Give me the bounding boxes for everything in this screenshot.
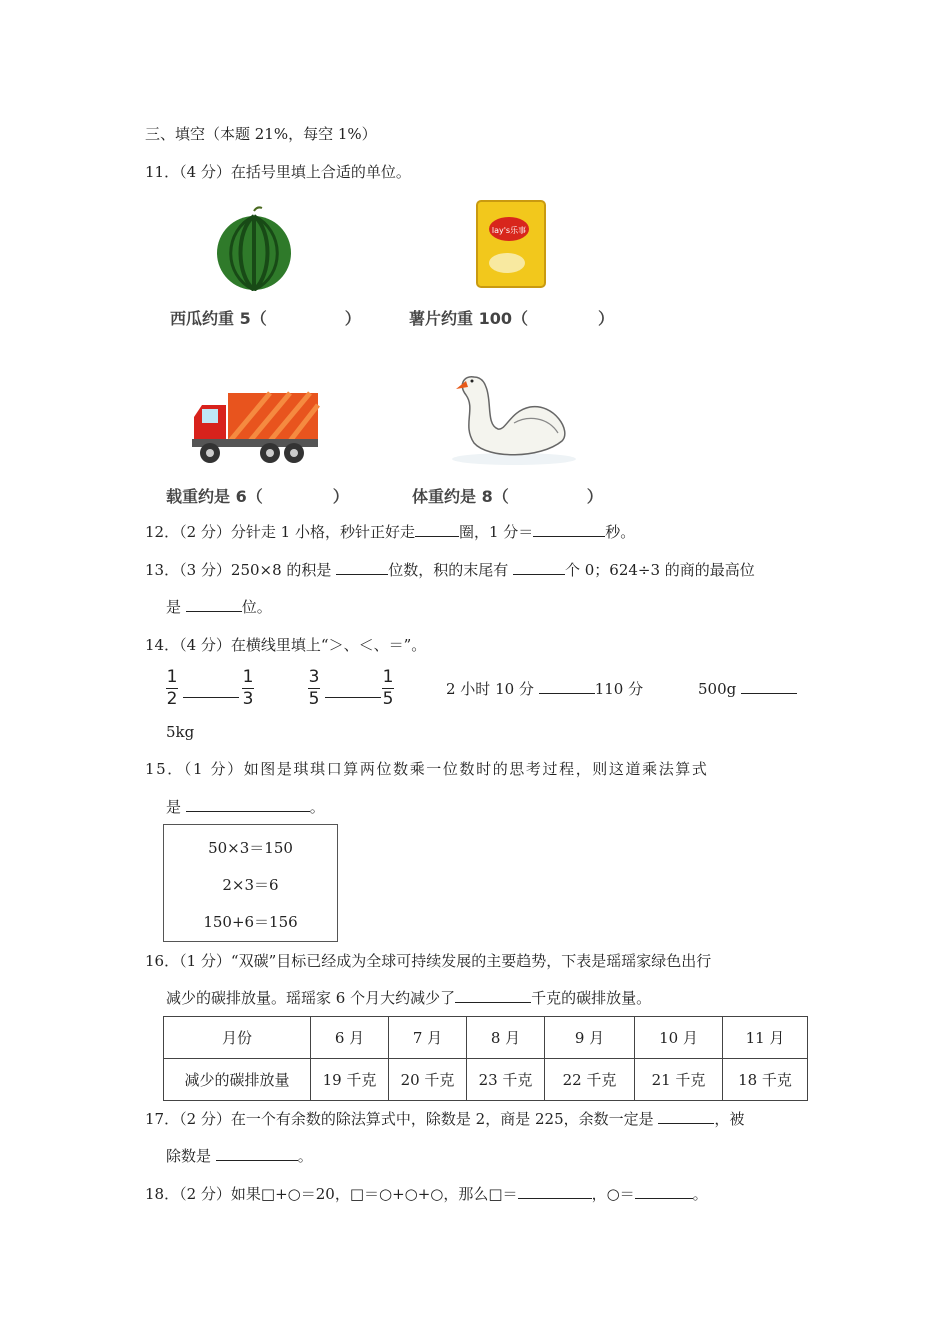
table-cell: 21 千克 bbox=[635, 1059, 723, 1101]
q14-blank-2[interactable] bbox=[325, 697, 381, 698]
q16-line-1: 16．（1 分）“双碳”目标已经成为全球可持续发展的主要趋势，下表是瑶瑶家绿色出行 bbox=[145, 952, 712, 970]
fraction-1-3: 1 3 bbox=[242, 667, 254, 709]
fraction-1-5: 1 5 bbox=[382, 667, 394, 709]
watermelon-icon bbox=[214, 205, 294, 291]
table-header-row bbox=[164, 1017, 808, 1059]
truck-icon bbox=[190, 391, 320, 466]
q17-blank-2[interactable] bbox=[216, 1146, 298, 1161]
table-cell: 18 千克 bbox=[723, 1059, 808, 1101]
q13-blank-3[interactable] bbox=[186, 597, 242, 612]
q12-blank-1[interactable] bbox=[415, 522, 459, 537]
q14-compare-3: 2 小时 10 分 110 分 bbox=[446, 680, 644, 698]
q17-blank-1[interactable] bbox=[658, 1109, 714, 1124]
q16-line-2: 减少的碳排放量。瑶瑶家 6 个月大约减少了 千克的碳排放量。 bbox=[166, 989, 652, 1007]
q17-line-2: 除数是 。 bbox=[166, 1147, 313, 1165]
table-header-cell: 7 月 bbox=[389, 1017, 467, 1059]
swan-icon bbox=[444, 367, 579, 467]
q15-line-1: 15．（1 分）如图是琪琪口算两位数乘一位数时的思考过程，则这道乘法算式 bbox=[145, 760, 709, 778]
q14-compare-4-tail: 5kg bbox=[166, 723, 195, 741]
table-header-cell: 8 月 bbox=[467, 1017, 545, 1059]
table-header-cell: 6 月 bbox=[311, 1017, 389, 1059]
q16-blank[interactable] bbox=[455, 988, 531, 1003]
section-title: 三、填空（本题 21%，每空 1%） bbox=[145, 125, 377, 143]
q15-step-1: 50×3＝150 bbox=[208, 839, 293, 857]
q11-caption-swan: 体重约是 8（ ） bbox=[412, 487, 603, 506]
q18-line: 18．（2 分）如果□+○＝20，□＝○+○+○，那么□＝ ，○＝ 。 bbox=[145, 1185, 708, 1203]
q11-caption-chips: 薯片约重 100（ ） bbox=[409, 309, 614, 328]
q12-line: 12．（2 分）分针走 1 小格，秒针正好走 圈，1 分＝ 秒。 bbox=[145, 523, 636, 541]
table-cell: 22 千克 bbox=[545, 1059, 635, 1101]
q11-figure bbox=[166, 195, 621, 507]
q14-stem: 14．（4 分）在横线里填上“＞、＜、＝”。 bbox=[145, 636, 427, 654]
q13-line-2: 是 位。 bbox=[166, 598, 272, 616]
q11-caption-truck: 载重约是 6（ ） bbox=[166, 487, 349, 506]
q13-blank-1[interactable] bbox=[336, 560, 388, 575]
svg-text:lay's乐事: lay's乐事 bbox=[491, 226, 527, 235]
table-cell: 23 千克 bbox=[467, 1059, 545, 1101]
q15-line-2: 是 。 bbox=[166, 798, 325, 816]
q13-line-1: 13．（3 分）250×8 的积是 位数，积的末尾有 个 0；624÷3 的商的最高位 bbox=[145, 561, 755, 579]
table-header-cell: 11 月 bbox=[723, 1017, 808, 1059]
q11-caption-watermelon: 西瓜约重 5（ ） bbox=[170, 309, 361, 328]
q14-blank-4[interactable] bbox=[741, 679, 797, 694]
fraction-1-2: 1 2 bbox=[166, 667, 178, 709]
table-header-cell: 10 月 bbox=[635, 1017, 723, 1059]
table-cell: 20 千克 bbox=[389, 1059, 467, 1101]
q18-blank-1[interactable] bbox=[518, 1184, 592, 1199]
q14-blank-1[interactable] bbox=[183, 697, 239, 698]
table-header-cell: 9 月 bbox=[545, 1017, 635, 1059]
fraction-3-5: 3 5 bbox=[308, 667, 320, 709]
chips-bag-icon bbox=[471, 197, 551, 291]
carbon-reduction-table bbox=[163, 1016, 808, 1101]
q18-blank-2[interactable] bbox=[635, 1184, 693, 1199]
table-cell: 减少的碳排放量 bbox=[164, 1059, 311, 1101]
q15-step-2: 2×3＝6 bbox=[222, 876, 279, 894]
q15-step-3: 150+6＝156 bbox=[203, 913, 298, 931]
q15-blank[interactable] bbox=[186, 797, 310, 812]
q13-blank-2[interactable] bbox=[513, 560, 565, 575]
table-cell: 19 千克 bbox=[311, 1059, 389, 1101]
table-row bbox=[164, 1059, 808, 1101]
table-header-cell: 月份 bbox=[164, 1017, 311, 1059]
q12-blank-2[interactable] bbox=[533, 522, 605, 537]
q11-stem: 11．（4 分）在括号里填上合适的单位。 bbox=[145, 163, 411, 181]
q14-compare-4: 500g bbox=[698, 679, 797, 699]
q15-thinking-box bbox=[163, 824, 338, 942]
q17-line-1: 17．（2 分）在一个有余数的除法算式中，除数是 2，商是 225，余数一定是 ，被 bbox=[145, 1110, 745, 1128]
q14-blank-3[interactable] bbox=[539, 679, 595, 694]
